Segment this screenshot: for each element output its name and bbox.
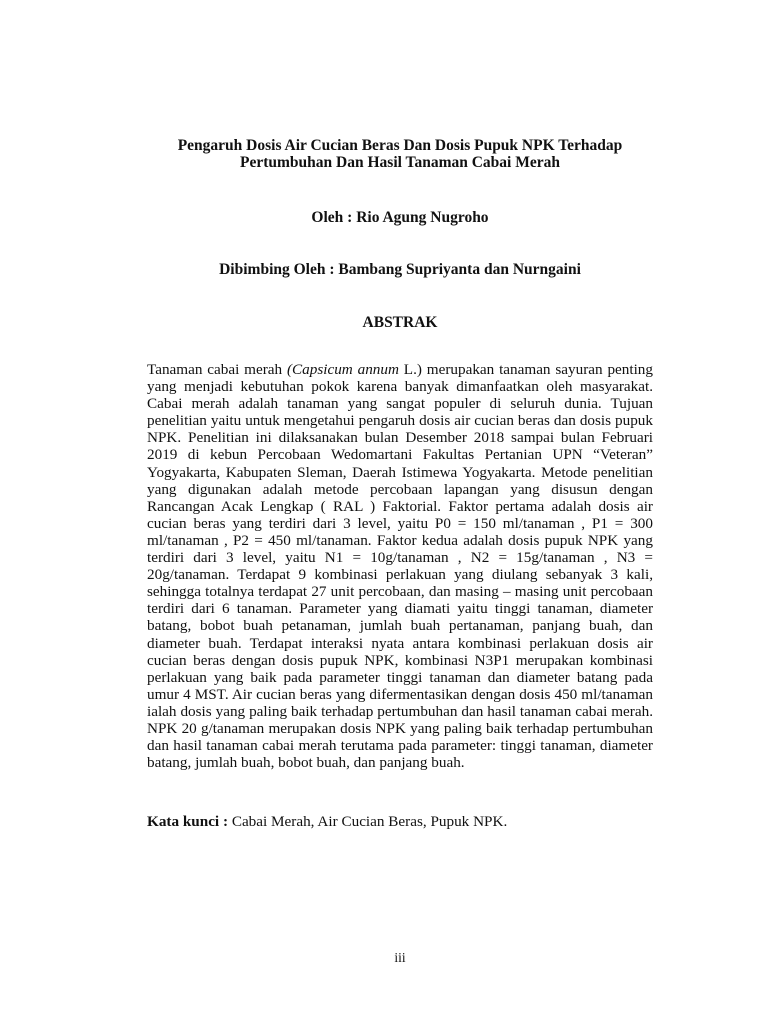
document-title [100, 137, 700, 171]
abstract-text-body: merupakan tanaman sayuran penting yang menjadi kebutuhan pokok karena banyak dimanfaatkan oleh masyarakat. Cabai merah adalah tanaman yang sangat populer di seluruh dunia. Tujuan penelitian yaitu untuk mengetahui pengaruh dosis air cucian beras dan dosis pupuk NPK. Penelitian ini dilaksanakan bulan Desember 2018 sampai bulan Februari 2019 di kebun Percobaan Wedomartani Fakultas Pertanian UPN “Veteran” Yogyakarta, Kabupaten Sleman, Daerah Istimewa Yogyakarta. Metode penelitian yang digunakan adalah metode percobaan lapangan yang disusun dengan Rancangan Acak Lengkap ( RAL ) Faktorial. Faktor pertama adalah dosis air cucian beras yang terdiri dari 3 level, yaitu P0 = 150 ml/tanaman , P1 = 300 ml/tanaman , P2 = 450 ml/tanaman. Faktor kedua adalah dosis pupuk NPK yang terdiri dari 3 level, yaitu N1 = 10g/tanaman , N2 = 15g/tanaman , N3 = 20g/tanaman. Terdapat 9 kombinasi perlakuan yang diulang sebanyak 3 kali, sehingga totalnya terdapat 27 unit percobaan, dan masing – masing unit percobaan terdiri dari 6 tanaman. Parameter yang diamati yaitu tinggi tanaman, diameter batang, bobot buah petanaman, jumlah buah pertanaman, panjang buah, dan diameter buah. Terdapat interaksi nyata antara kombinasi perlakuan dosis air cucian beras dengan dosis pupuk NPK, kombinasi N3P1 merupakan kombinasi perlakuan yang baik pada parameter tinggi tanaman dan diameter batang pada umur 4 MST. Air cucian beras yang difermentasikan dengan dosis 450 ml/tanaman ialah dosis yang paling baik terhadap pertumbuhan dan hasil tanaman cabai merah. NPK 20 g/tanaman merupakan dosis NPK yang paling baik terhadap pertumbuhan dan hasil tanaman cabai merah terutama pada parameter: tinggi tanaman, diameter batang, jumlah buah, bobot buah, dan panjang buah. [147, 361, 653, 772]
keywords-line [147, 813, 653, 830]
supervisor-line: Dibimbing Oleh : Bambang Supriyanta dan Nurngaini [219, 261, 581, 278]
title-line-1: Pengaruh Dosis Air Cucian Beras Dan Dosis Pupuk NPK Terhadap [177, 137, 623, 154]
page-number: iii [394, 950, 406, 965]
abstract-paragraph [147, 361, 653, 771]
species-name: (Capsicum annum [286, 361, 399, 378]
keywords-text: Cabai Merah, Air Cucian Beras, Pupuk NPK. [228, 813, 508, 830]
abstract-heading: ABSTRAK [362, 314, 438, 331]
abstract-text-intro: Tanaman cabai merah [147, 361, 287, 378]
keywords-label: Kata kunci : [147, 813, 229, 830]
author-line: Oleh : Rio Agung Nugroho [311, 209, 489, 226]
title-line-2: Pertumbuhan Dan Hasil Tanaman Cabai Merah [240, 154, 560, 171]
species-author: L.) [398, 361, 422, 378]
